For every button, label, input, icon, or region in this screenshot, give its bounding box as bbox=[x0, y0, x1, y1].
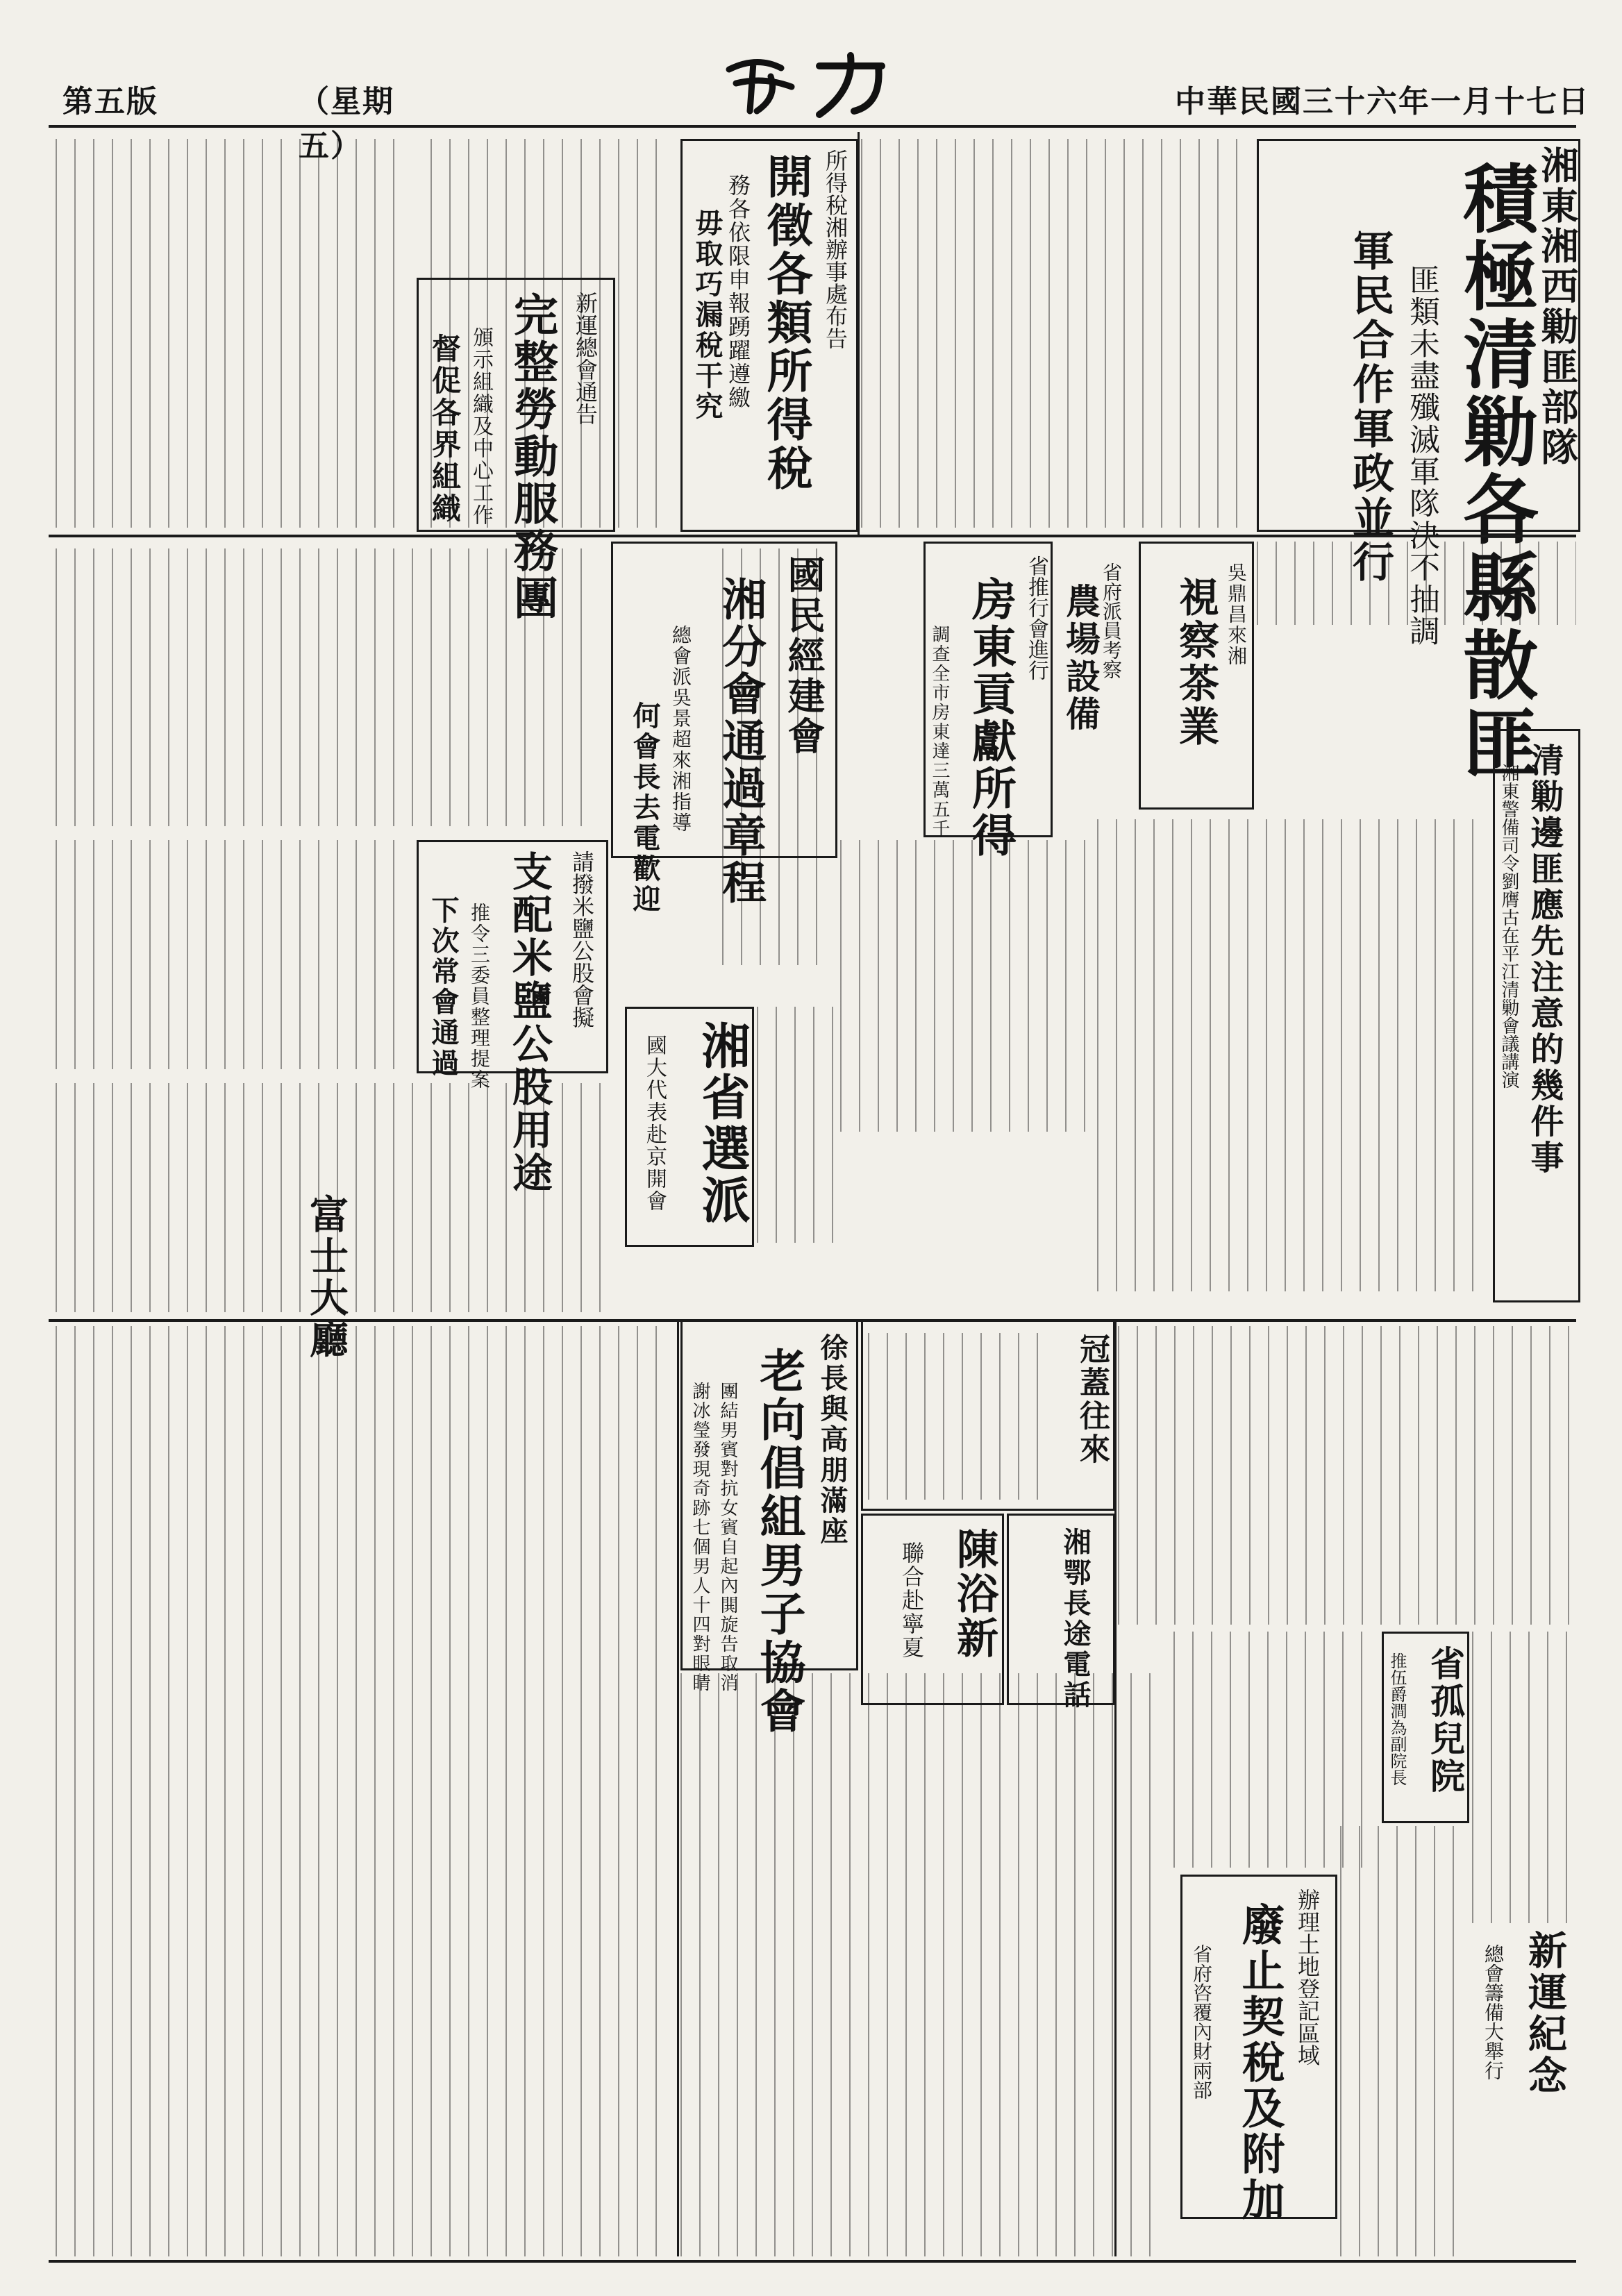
main-title: 積極清勦各縣散匪 bbox=[1450, 160, 1538, 782]
newlife-sub: 總會籌備大舉行 bbox=[1482, 1944, 1505, 2080]
column-rule-3 bbox=[677, 1319, 679, 2256]
main-body-text bbox=[861, 139, 1250, 528]
labor-title: 完整勞動服務團 bbox=[506, 292, 558, 622]
fangdong-title: 房東貢獻所得 bbox=[964, 576, 1017, 860]
agri-note: 省府派員考察 bbox=[1100, 562, 1123, 679]
rice-sub1: 推令三委員整理提案 bbox=[468, 903, 491, 1090]
xu-kicker: 徐長與高朋滿座 bbox=[816, 1333, 848, 1547]
agri-title2: 農場設備 bbox=[1060, 583, 1101, 733]
border-title: 清勦邊匪應先注意的幾件事 bbox=[1525, 743, 1564, 1176]
xu-sub1: 團結男賓對抗女賓自起內閧旋告取消 bbox=[717, 1382, 738, 1693]
phone-title: 湘鄂長途電話 bbox=[1059, 1527, 1092, 1711]
economy-title2: 湘分會通過章程 bbox=[714, 576, 767, 907]
main-kicker: 湘東湘西勦匪部隊 bbox=[1535, 146, 1580, 468]
masthead-weekday: （星期五） bbox=[299, 84, 394, 164]
tea-party-title: 冠蓋往來 bbox=[1074, 1333, 1110, 1466]
agri-body-text bbox=[1257, 542, 1576, 625]
bottom-right-body-3 bbox=[1340, 1826, 1465, 2256]
xu-body-lower bbox=[680, 1673, 1167, 2256]
fangdong-kicker: 省推行會進行 bbox=[1024, 555, 1048, 680]
orphan-title: 省孤兒院 bbox=[1425, 1645, 1466, 1795]
bottom-right-body bbox=[1118, 1326, 1576, 1625]
labor-kicker: 新運總會通告 bbox=[572, 292, 599, 425]
election-sub: 國大代表赴京開會 bbox=[642, 1034, 667, 1212]
rice-sub2: 下次常會通過 bbox=[427, 896, 460, 1079]
tax-kicker: 所得稅湘辦事處布告 bbox=[822, 149, 848, 349]
agri-title: 視察茶業 bbox=[1172, 576, 1219, 748]
newlife-body bbox=[1472, 1632, 1576, 1923]
main-sub1: 匪類未盡殲滅軍隊決不抽調 bbox=[1404, 264, 1439, 647]
economy-title1: 國民經建會 bbox=[782, 555, 826, 757]
fangdong-body-text bbox=[840, 840, 1090, 1132]
fangdong-sub: 調查全市房東達三萬五千 bbox=[929, 625, 950, 839]
economy-sub2: 何會長去電歡迎 bbox=[628, 701, 661, 915]
labor-sub2: 督促各界組織 bbox=[428, 333, 462, 525]
land-sub: 省府咨覆內財兩部 bbox=[1190, 1944, 1213, 2100]
border-body-text bbox=[1097, 819, 1486, 1291]
chen-sub: 聯合赴寧夏 bbox=[898, 1541, 925, 1659]
border-sub: 湘東警備司令劉膺古在平江清勦會議講演 bbox=[1498, 764, 1519, 1089]
election-title: 湘省選派 bbox=[694, 1021, 751, 1226]
tax-sub1: 務各依限申報踴躍遵繳 bbox=[725, 174, 751, 410]
main-sub2: 軍民合作軍政並行 bbox=[1346, 229, 1394, 585]
masthead-logo bbox=[715, 49, 896, 118]
economy-sub1: 總會派吳景超來湘指導 bbox=[669, 625, 692, 833]
xu-sub2: 謝冰瑩發現奇跡七個男人十四對眼睛 bbox=[689, 1382, 710, 1693]
tax-sub2: 毋取巧漏稅干究 bbox=[691, 208, 724, 422]
land-kicker: 辦理土地登記區域 bbox=[1294, 1888, 1321, 2066]
tea-party-body bbox=[868, 1333, 1055, 1500]
masthead-date: 中華民國三十六年一月十七日 bbox=[1175, 84, 1590, 119]
rice-kicker: 請撥米鹽公股會擬 bbox=[569, 850, 595, 1028]
column-rule-2 bbox=[1114, 1319, 1117, 2256]
column-rule-1 bbox=[858, 132, 860, 535]
newlife-title: 新運紀念 bbox=[1522, 1930, 1568, 2097]
labor-sub1: 頒示組織及中心工作 bbox=[469, 326, 493, 526]
election-body-text bbox=[757, 1007, 833, 1243]
xu-title: 老向倡組男子協會 bbox=[752, 1347, 806, 1736]
rice-title: 支配米鹽公股用途 bbox=[505, 850, 553, 1195]
xu-body-text bbox=[56, 1326, 674, 2256]
bottom-rule bbox=[49, 2260, 1576, 2263]
orphan-sub: 推伍爵澗為副院長 bbox=[1387, 1652, 1407, 1786]
masthead-rule bbox=[49, 125, 1576, 128]
middle-left-body bbox=[56, 548, 597, 826]
masthead-page: 第五版 bbox=[62, 84, 158, 119]
labor-body-text bbox=[56, 139, 410, 528]
tax-title: 開徵各類所得稅 bbox=[759, 153, 813, 493]
land-title: 廢止契稅及附加 bbox=[1235, 1902, 1285, 2223]
section-rule-1 bbox=[49, 535, 1576, 537]
fushi-title: 富士大廳 bbox=[303, 1194, 349, 1361]
rice-body-text bbox=[56, 840, 410, 1069]
agri-kicker: 吳鼎昌來湘 bbox=[1225, 562, 1248, 667]
chen-title: 陳浴新 bbox=[950, 1527, 998, 1661]
